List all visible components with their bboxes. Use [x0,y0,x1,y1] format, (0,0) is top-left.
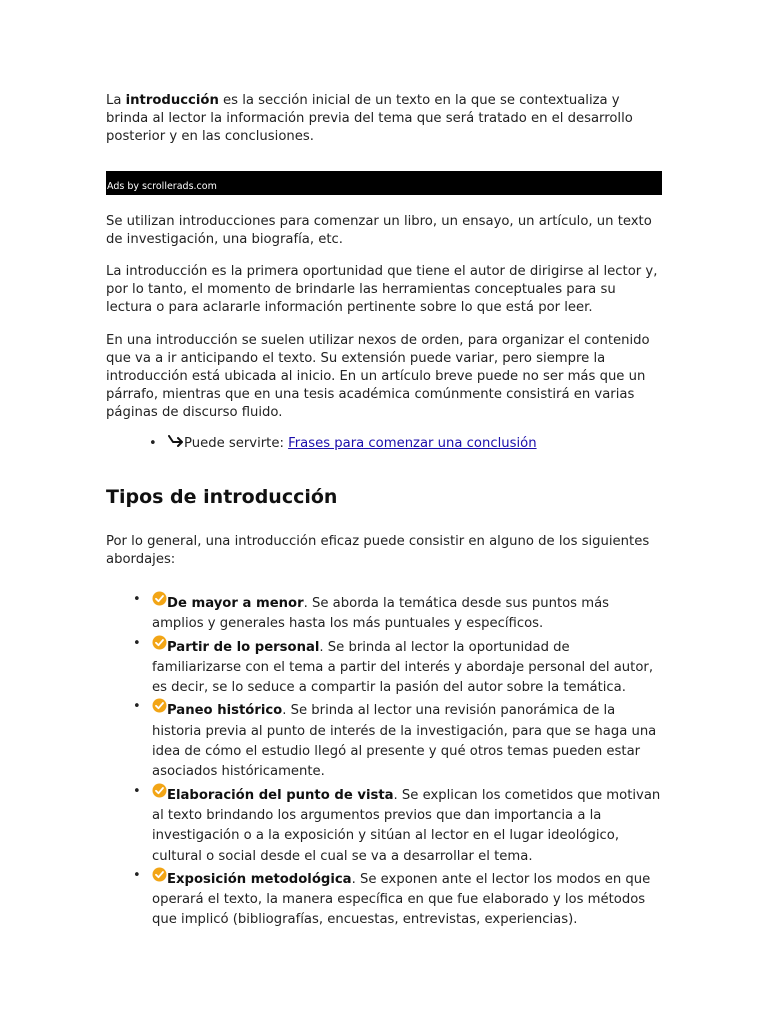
intro-keyword: introducción [125,93,219,108]
check-circle-icon [152,591,167,613]
list-item [133,698,662,782]
paragraph-opportunity: La introducción es la primera oportunidad que tiene el autor de dirigirse al lector y, por lo tanto, el momento de brindarle las herramientas conceptuales para su lectura o para aclararle información pertinente sobre lo que está por leer. [106,264,658,315]
related-link[interactable]: Frases para comenzar una conclusión [288,436,537,451]
paragraph-uses: Se utilizan introducciones para comenzar un libro, un ensayo, un artículo, un texto de investigación, una biografía, etc. [106,214,652,247]
types-list [133,591,662,931]
item-text: . Se exponen ante el lector los modos en que operará el texto, la manera específica en que fue elaborado y los métodos que implicó (bibliografías, encuestas, entrevistas, experiencias). [152,871,651,928]
bullet-dot: • [133,783,141,799]
item-text: . Se brinda al lector la oportunidad de familiarizarse con el tema a partir del interés y abordaje personal del autor, es decir, se lo seduce a compartir la pasión del autor sobre la temática. [152,639,654,696]
item-title: Partir de lo personal [167,639,320,655]
related-prefix: Puede servirte: [184,436,289,451]
item-text: . Se brinda al lector una revisión panorámica de la historia previa al punto de interés de la investigación, para que se haga una idea de cómo el estudio llegó al presente y qué otros temas pueden estar asociados históricamente. [152,703,657,780]
section-lead: Por lo general, una introducción eficaz puede consistir en alguno de los siguientes abordajes: [106,534,650,567]
item-title: Paneo histórico [167,703,283,719]
ad-banner[interactable] [106,171,662,195]
check-circle-icon [152,783,167,805]
item-title: De mayor a menor [167,596,304,611]
bullet-dot: • [133,699,141,715]
list-item [133,783,662,867]
arrow-icon [168,435,184,455]
item-text: . Se aborda la temática desde sus puntos más amplios y generales hasta los más puntuales y específicos. [152,596,610,632]
related-item [149,435,662,455]
intro-paragraph [106,92,662,146]
paragraph-nexos: En una introducción se suelen utilizar nexos de orden, para organizar el contenido que va a ir anticipando el texto. Su extensión puede variar, pero siempre la introducción está ubicada al inicio. En un artículo breve puede no ser más que un párrafo, mientras que en una tesis académica comúnmente consistirá en varias páginas de discurso fluido. [106,333,650,420]
section-heading: Tipos de introducción [106,486,338,508]
bullet-dot: • [149,436,157,451]
related-list [149,435,662,455]
bullet-dot: • [133,635,141,651]
ad-label[interactable]: Ads by scrollerads.com [107,181,217,192]
item-title: Exposición metodológica [167,871,352,887]
bullet-dot: • [133,867,141,883]
list-item [133,591,662,635]
item-title: Elaboración del punto de vista [167,787,394,803]
list-item [133,635,662,699]
check-circle-icon [152,635,167,657]
check-circle-icon [152,867,167,889]
intro-lead: La [106,93,126,108]
item-text: . Se explican los cometidos que motivan al texto brindando los argumentos previos que dan importancia a la investigación o a la exposición y sitúan al lector en el lugar ideológico, cultural o social desde el cual se va a desarrollar el tema. [152,787,661,864]
check-circle-icon [152,698,167,720]
bullet-dot: • [133,592,141,607]
list-item [133,867,662,931]
article-body [106,92,662,931]
intro-rest: es la sección inicial de un texto en la que se contextualiza y brinda al lector la información previa del tema que será tratado en el desarrollo posterior y en las conclusiones. [106,93,633,144]
